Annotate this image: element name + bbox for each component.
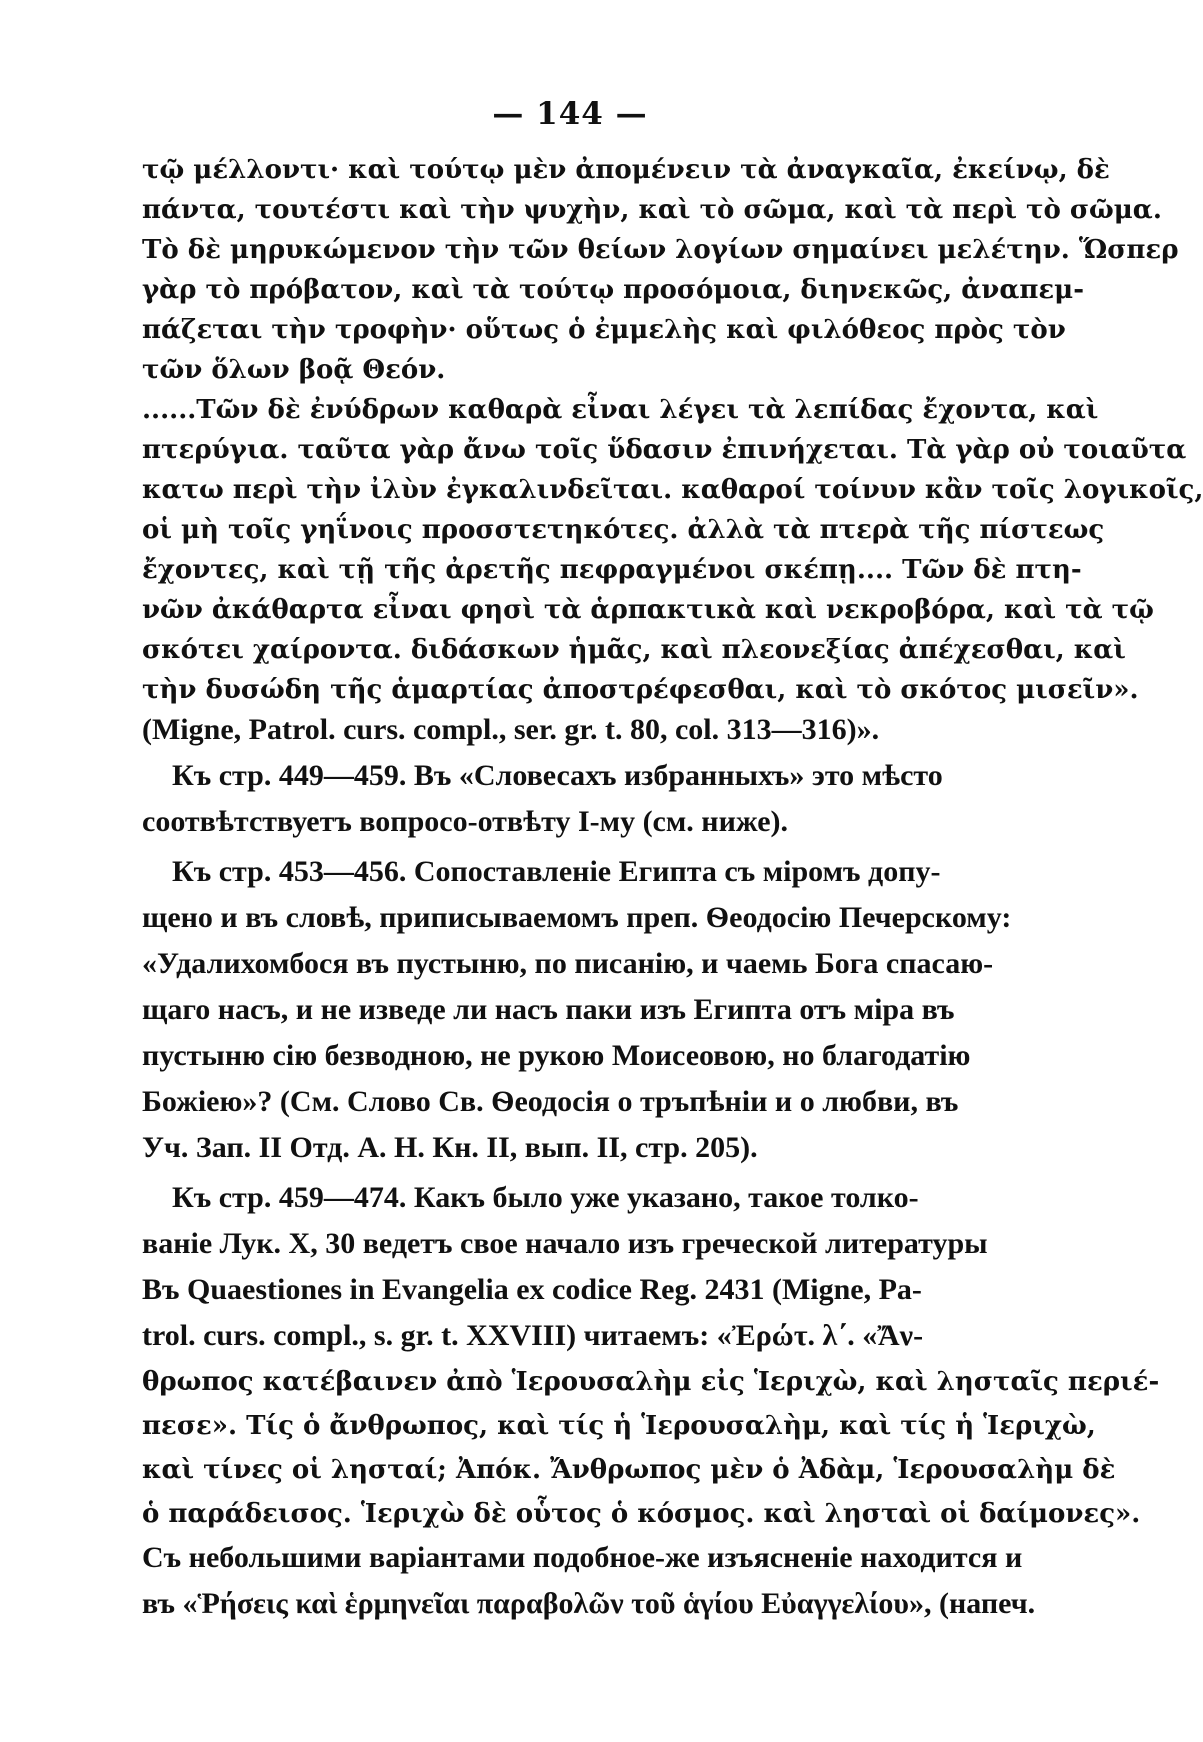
text-line: щено и въ словѣ, приписываемомъ преп. Ѳеодосію Печерскому:	[142, 901, 1012, 934]
text-line: соотвѣтствуетъ вопросо-отвѣту I-му (см. ниже).	[142, 805, 789, 838]
text-line: τὴν δυσώδη τῆς ἁμαρτίας ἀποστρέφεσθαι, καὶ τὸ σκότος μισεῖν».	[142, 675, 1139, 705]
text-line: щаго насъ, и не изведе ли насъ паки изъ Египта отъ міра въ	[142, 993, 955, 1026]
text-line: πτερύγια. ταῦτα γὰρ ἄνω τοῖς ὕδασιν ἐπινήχεται. Τὰ γὰρ οὐ τοιαῦτα	[142, 435, 1187, 465]
text-line: ваніе Лук. X, 30 ведетъ свое начало изъ греческой литературы	[142, 1227, 988, 1260]
citation-line: (Migne, Patrol. curs. compl., ser. gr. t. 80, col. 313—316)».	[142, 713, 880, 746]
text-line: ......Τῶν δὲ ἐνύδρων καθαρὰ εἶναι λέγει τὰ λεπίδας ἔχοντα, καὶ	[142, 395, 1099, 425]
text-line: πεσε». Τίς ὁ ἄνθρωπος, καὶ τίς ἡ Ἱερουσαλὴμ, καὶ τίς ἡ Ἱεριχὼ,	[142, 1411, 1096, 1441]
text-line: пустыню сію безводною, не рукою Моисеовою, но благодатію	[142, 1039, 971, 1072]
text-line: κατω περὶ τὴν ἰλὺν ἐγκαλινδεῖται. καθαροί τοίνυν κἂν τοῖς λογικοῖς,	[142, 475, 1203, 505]
text-line: Уч. Зап. II Отд. А. Н. Кн. II, вып. II, стр. 205).	[142, 1131, 758, 1164]
text-line: въ «Ῥήσεις καὶ ἑρμηνεῖαι παραβολῶν τοῦ ἁγίου Εὐαγγελίου», (напеч.	[142, 1587, 1036, 1620]
text-line: καὶ τίνες οἱ λησταί; Ἀπόκ. Ἄνθρωπος μὲν ὁ Ἀδὰμ, Ἱερουσαλὴμ δὲ	[142, 1455, 1116, 1485]
text-line: τῷ μέλλοντι· καὶ τούτῳ μὲν ἀπομένειν τὰ ἀναγκαῖα, ἐκείνῳ, δὲ	[142, 155, 1110, 185]
text-line: ὁ παράδεισος. Ἱεριχὼ δὲ οὗτος ὁ κόσμος. καὶ λησταὶ οἱ δαίμονες».	[142, 1499, 1141, 1529]
text-line: νῶν ἀκάθαρτα εἶναι φησὶ τὰ ἁρπακτικὰ καὶ νεκροβόρα, καὶ τὰ τῷ	[142, 595, 1154, 625]
text-line: Съ небольшими варіантами подобное-же изъясненіе находится и	[142, 1541, 1023, 1574]
paragraph-start: Къ стр. 453—456. Сопоставленіе Египта съ міромъ допу-	[172, 855, 941, 888]
text-line: Τὸ δὲ μηρυκώμενον τὴν τῶν θείων λογίων σημαίνει μελέτην. Ὥσπερ	[142, 235, 1179, 265]
text-line: οἱ μὴ τοῖς γηΐνοις προσστετηκότες. ἀλλὰ τὰ πτερὰ τῆς πίστεως	[142, 515, 1105, 545]
paragraph-start: Къ стр. 449—459. Въ «Словесахъ избранныхъ» это мѣсто	[172, 759, 943, 792]
text-line: Въ Quaestiones in Evangelia ex codice Reg. 2431 (Migne, Pa-	[142, 1273, 922, 1306]
text-line: trol. curs. compl., s. gr. t. XXVIII) читаемъ: «Ἐρώτ. λ΄. «Ἄν-	[142, 1319, 924, 1352]
text-line: πάντα, τουτέστι καὶ τὴν ψυχὴν, καὶ τὸ σῶμα, καὶ τὰ περὶ τὸ σῶμα.	[142, 195, 1162, 225]
paragraph-start: Къ стр. 459—474. Какъ было уже указано, такое толко-	[172, 1181, 919, 1214]
text-line: θρωπος κατέβαινεν ἀπὸ Ἱερουσαλὴμ εἰς Ἱεριχὼ, καὶ λησταῖς περιέ-	[142, 1367, 1160, 1397]
text-line: «Удалихомбося въ пустыню, по писанію, и чаемь Бога спасаю-	[142, 947, 994, 980]
text-line: τῶν ὅλων βοᾷ Θεόν.	[142, 355, 446, 385]
text-line: γὰρ τὸ πρόβατον, καὶ τὰ τούτῳ προσόμοια, διηνεκῶς, ἀναπεμ-	[142, 275, 1084, 305]
text-line: ἔχοντες, καὶ τῇ τῆς ἀρετῆς πεφραγμένοι σκέπῃ.... Τῶν δὲ πτη-	[142, 555, 1082, 585]
text-line: πάζεται τὴν τροφὴν· οὕτως ὁ ἐμμελὴς καὶ φιλόθεος πρὸς τὸν	[142, 315, 1066, 345]
text-line: Божіею»? (См. Слово Св. Ѳеодосія о тръпѣніи и о любви, въ	[142, 1085, 959, 1118]
page-number: — 144 —	[492, 96, 648, 132]
text-line: σκότει χαίροντα. διδάσκων ἡμᾶς, καὶ πλεονεξίας ἀπέχεσθαι, καὶ	[142, 635, 1126, 665]
